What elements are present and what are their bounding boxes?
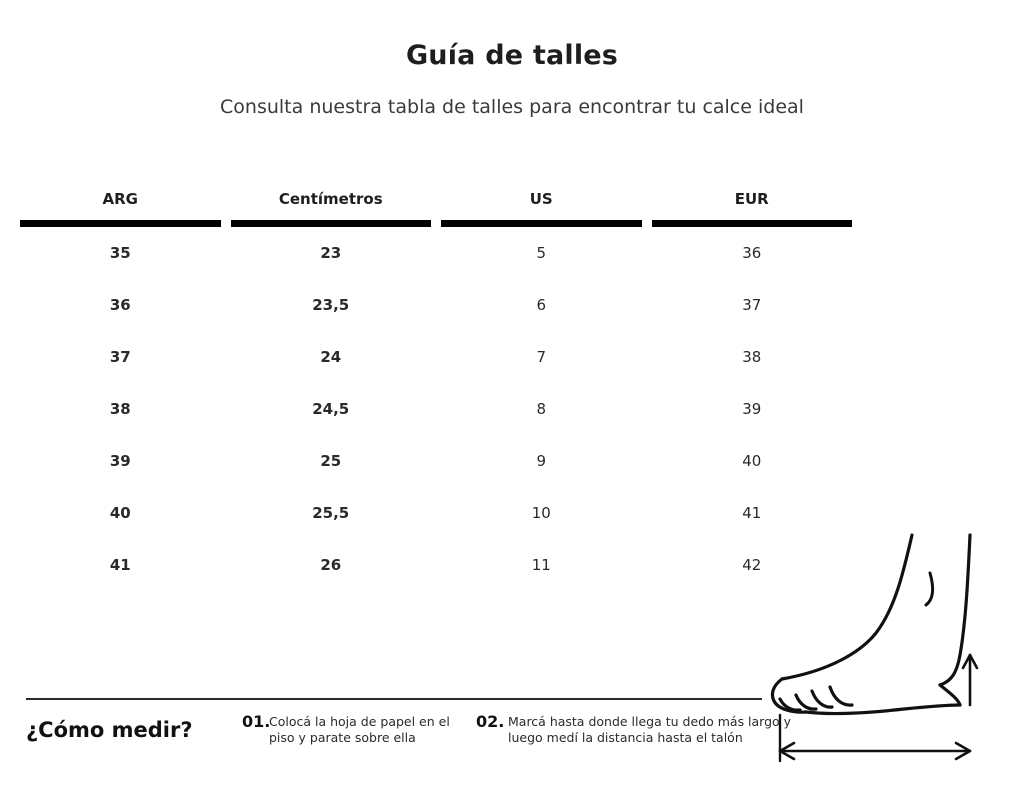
table-row bbox=[20, 331, 852, 383]
column-gap bbox=[431, 190, 441, 224]
cell-us: 8 bbox=[536, 400, 547, 418]
column-header-us: US bbox=[441, 190, 642, 224]
cell-eur: 41 bbox=[742, 504, 762, 522]
cell-arg: 39 bbox=[109, 452, 131, 470]
page-subtitle: Consulta nuestra tabla de talles para encontrar tu calce ideal bbox=[220, 96, 804, 118]
cell-gap bbox=[642, 331, 652, 383]
divider bbox=[26, 698, 762, 700]
table-row bbox=[20, 279, 852, 331]
cell-us: 11 bbox=[531, 556, 551, 574]
how-to-measure-section bbox=[26, 708, 792, 778]
page-title: Guía de talles bbox=[405, 40, 619, 71]
cell-gap bbox=[642, 279, 652, 331]
cell-cm: 23 bbox=[320, 244, 342, 262]
cell-arg: 36 bbox=[109, 296, 131, 314]
how-to-measure-title: ¿Cómo medir? bbox=[26, 718, 193, 742]
size-table-container bbox=[20, 190, 852, 591]
cell-gap bbox=[221, 331, 231, 383]
cell-eur: 40 bbox=[742, 452, 762, 470]
size-table-head bbox=[20, 190, 852, 224]
cell-arg: 40 bbox=[109, 504, 131, 522]
cell-gap bbox=[221, 224, 231, 280]
cell-cm: 26 bbox=[320, 556, 342, 574]
cell-cm: 25 bbox=[320, 452, 342, 470]
column-gap bbox=[221, 190, 231, 224]
size-table-body bbox=[20, 224, 852, 592]
cell-gap bbox=[642, 224, 652, 280]
step-1-number: 01. bbox=[242, 712, 271, 731]
column-header-eur: EUR bbox=[652, 190, 853, 224]
cell-arg: 38 bbox=[109, 400, 131, 418]
cell-gap bbox=[431, 487, 441, 539]
cell-cm: 24,5 bbox=[312, 400, 350, 418]
cell-gap bbox=[642, 487, 652, 539]
cell-us: 10 bbox=[531, 504, 551, 522]
cell-gap bbox=[431, 435, 441, 487]
cell-arg: 41 bbox=[109, 556, 131, 574]
cell-gap bbox=[431, 539, 441, 591]
cell-us: 7 bbox=[536, 348, 547, 366]
step-2-text: Marcá hasta donde llega tu dedo más largo y luego medí la distancia hasta el talón bbox=[508, 714, 792, 745]
cell-gap bbox=[221, 487, 231, 539]
cell-arg: 37 bbox=[109, 348, 131, 366]
cell-eur: 38 bbox=[742, 348, 762, 366]
column-header-centimetros: Centímetros bbox=[231, 190, 432, 224]
table-row bbox=[20, 539, 852, 591]
cell-gap bbox=[431, 331, 441, 383]
cell-gap bbox=[642, 539, 652, 591]
cell-gap bbox=[431, 383, 441, 435]
cell-cm: 25,5 bbox=[312, 504, 350, 522]
cell-gap bbox=[221, 539, 231, 591]
foot-measure-illustration-icon bbox=[744, 529, 1024, 809]
table-row bbox=[20, 224, 852, 280]
step-2-number: 02. bbox=[476, 712, 505, 731]
step-1-text: Colocá la hoja de papel en el piso y parate sobre ella bbox=[269, 714, 450, 745]
cell-arg: 35 bbox=[109, 244, 131, 262]
column-gap bbox=[642, 190, 652, 224]
cell-gap bbox=[221, 279, 231, 331]
cell-cm: 24 bbox=[320, 348, 342, 366]
table-row bbox=[20, 487, 852, 539]
table-row bbox=[20, 435, 852, 487]
cell-gap bbox=[431, 224, 441, 280]
cell-us: 9 bbox=[536, 452, 547, 470]
column-header-arg: ARG bbox=[20, 190, 221, 224]
cell-eur: 39 bbox=[742, 400, 762, 418]
cell-gap bbox=[221, 435, 231, 487]
cell-eur: 36 bbox=[742, 244, 762, 262]
size-table bbox=[20, 190, 852, 591]
cell-gap bbox=[221, 383, 231, 435]
cell-gap bbox=[642, 435, 652, 487]
table-header-row bbox=[20, 190, 852, 224]
cell-eur: 42 bbox=[742, 556, 762, 574]
cell-us: 5 bbox=[536, 244, 547, 262]
cell-eur: 37 bbox=[742, 296, 762, 314]
cell-cm: 23,5 bbox=[312, 296, 350, 314]
table-row bbox=[20, 383, 852, 435]
cell-gap bbox=[642, 383, 652, 435]
cell-gap bbox=[431, 279, 441, 331]
cell-us: 6 bbox=[536, 296, 547, 314]
